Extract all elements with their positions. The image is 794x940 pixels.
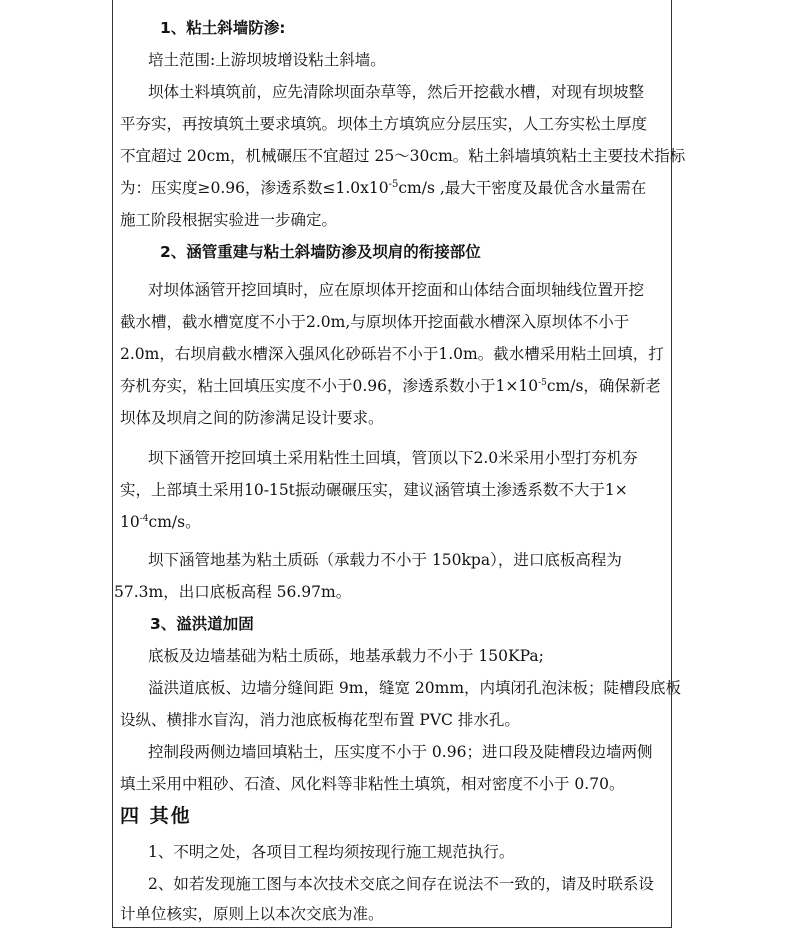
section3-line-1: 底板及边墙基础为粘土质砾，地基承载力不小于 150KPa; <box>148 647 544 665</box>
section2-para1-line-4-head: 夯机夯实，粘土回填压实度不小于0.96，渗透系数小于1×10 <box>120 377 539 395</box>
section4-line-2: 2、如若发现施工图与本次技术交底之间存在说法不一致的，请及时联系设 <box>148 875 654 893</box>
section2-para2-line-3-tail: cm/s。 <box>148 513 201 531</box>
section2-para2-line-1: 坝下涵管开挖回填土采用粘性土回填，管顶以下2.0米采用小型打夯机夯 <box>148 449 638 467</box>
section4-line-3: 计单位核实，原则上以本次交底为准。 <box>120 905 384 923</box>
section2-para3-line-2: 57.3m，出口底板高程 56.97m。 <box>114 583 352 601</box>
section2-para1-line-5: 坝体及坝肩之间的防渗满足设计要求。 <box>120 409 384 427</box>
section2-title: 2、涵管重建与粘土斜墙防渗及坝肩的衔接部位 <box>160 243 481 261</box>
section1-line-3: 平夯实，再按填筑土要求填筑。坝体土方填筑应分层压实，人工夯实松土厚度 <box>120 115 648 133</box>
section2-para3-line-1: 坝下涵管地基为粘土质砾（承载力不小于 150kpa），进口底板高程为 <box>148 551 622 569</box>
section2-para2-line-3-head: 10 <box>120 513 140 531</box>
section2-para1-line-4 <box>120 376 661 396</box>
section1-line-5 <box>120 178 646 198</box>
section2-para1-line-3: 2.0m，右坝肩截水槽深入强风化砂砾岩不小于1.0m。截水槽采用粘土回填，打 <box>120 345 664 363</box>
section3-line-2: 溢洪道底板、边墙分缝间距 9m，缝宽 20mm，内填闭孔泡沫板；陡槽段底板 <box>148 679 682 697</box>
section1-line-5-tail: cm/s ,最大干密度及最优含水量需在 <box>398 179 647 197</box>
section2-para1-line-2: 截水槽，截水槽宽度不小于2.0m,与原坝体开挖面截水槽深入原坝体不小于 <box>120 313 630 331</box>
section1-line-4: 不宜超过 20cm，机械碾压不宜超过 25～30cm。粘土斜墙填筑粘土主要技术指标 <box>120 147 686 165</box>
section2-para1-line-1: 对坝体涵管开挖回填时，应在原坝体开挖面和山体结合面坝轴线位置开挖 <box>148 281 645 299</box>
section1-line-6: 施工阶段根据实验进一步确定。 <box>120 211 338 229</box>
section2-para2-line-3 <box>120 512 201 532</box>
section1-line-2: 坝体土料填筑前，应先清除坝面杂草等，然后开挖截水槽，对现有坝坡整 <box>148 83 645 101</box>
section4-title: 四 其他 <box>120 805 192 827</box>
section4-line-1: 1、不明之处，各项目工程均须按现行施工规范执行。 <box>148 843 515 861</box>
section2-para1-exponent: -5 <box>538 378 547 388</box>
section2-para2-line-2: 实，上部填土采用10-15t振动碾碾压实，建议涵管填土渗透系数不大于1× <box>120 481 628 499</box>
section1-title: 1、粘土斜墙防渗: <box>160 19 286 37</box>
section3-line-3: 设纵、横排水盲沟，消力池底板梅花型布置 PVC 排水孔。 <box>120 711 520 729</box>
section2-para2-exponent: -4 <box>139 514 149 524</box>
section3-title: 3、溢洪道加固 <box>150 615 254 633</box>
section1-line-1: 培土范围:上游坝坡增设粘土斜墙。 <box>148 51 386 69</box>
section2-para1-line-4-tail: cm/s，确保新老 <box>546 377 661 395</box>
section1-line-5-head: 为：压实度≥0.96，渗透系数≤1.0x10 <box>120 179 389 197</box>
section3-line-4: 控制段两侧边墙回填粘土，压实度不小于 0.96；进口段及陡槽段边墙两侧 <box>148 743 653 761</box>
section3-line-5: 填土采用中粗砂、石渣、风化料等非粘性土填筑，相对密度不小于 0.70。 <box>120 775 625 793</box>
section1-exponent: -5 <box>388 179 399 190</box>
